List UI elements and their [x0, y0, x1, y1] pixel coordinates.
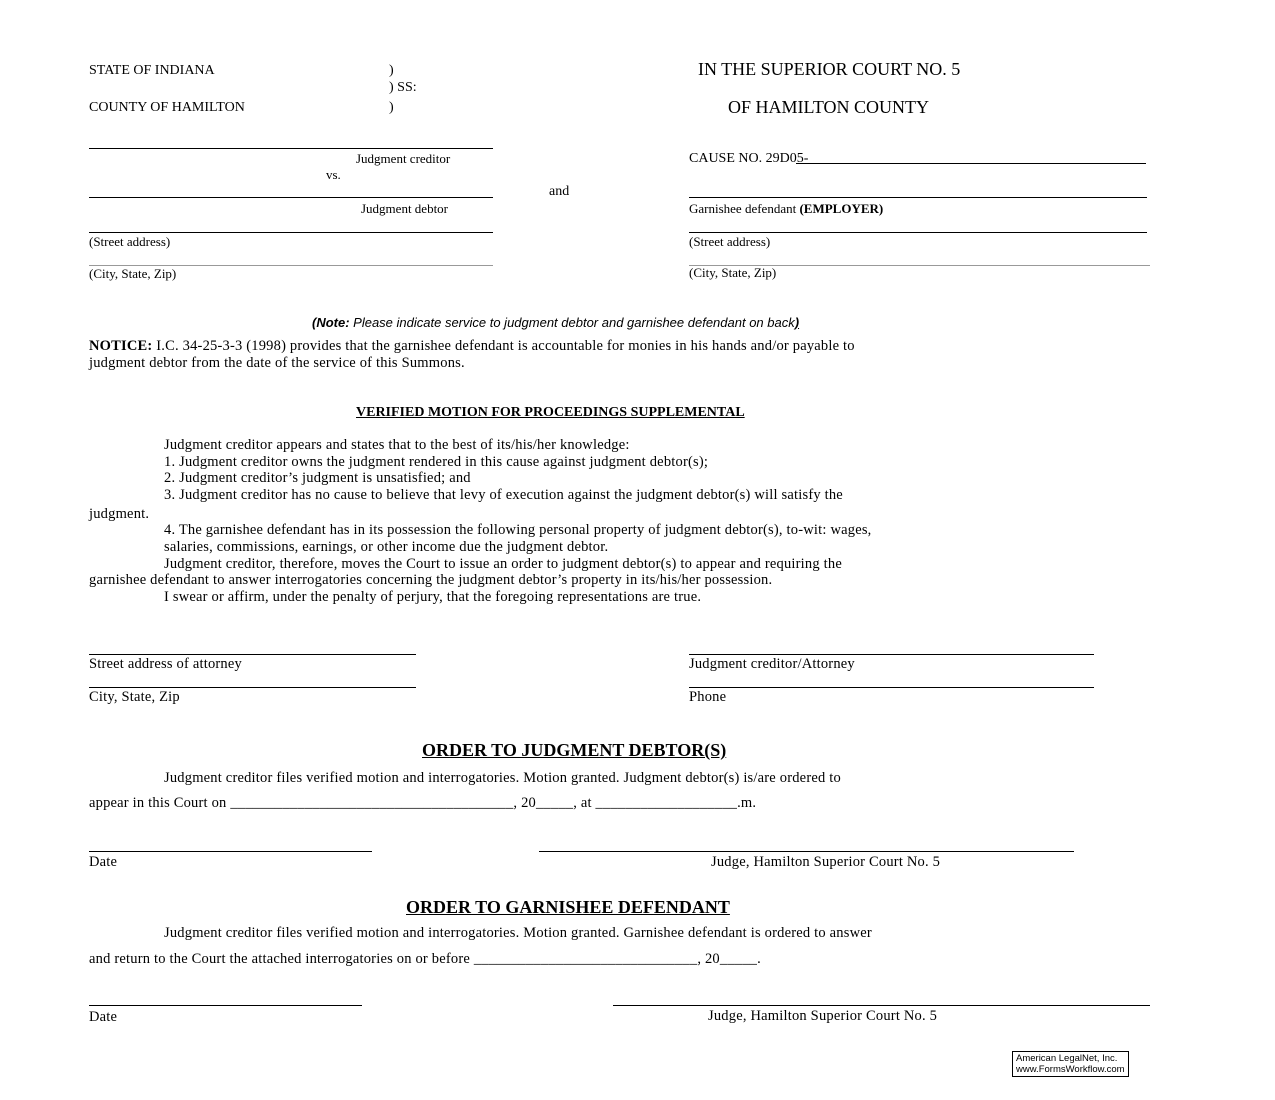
order-debtor-date-line[interactable] [89, 851, 372, 852]
garnishee-text: Garnishee defendant [689, 201, 800, 216]
state-label: STATE OF INDIANA [89, 63, 215, 78]
service-note [312, 315, 799, 330]
debtor-name-line[interactable] [89, 197, 493, 198]
date-label: Date [89, 854, 118, 870]
paren: ) [389, 63, 394, 78]
order-garnishee-judge-line[interactable] [613, 1005, 1150, 1006]
motion-line: 1. Judgment creditor owns the judgment rendered in this cause against judgment debtor(s); [164, 454, 709, 470]
vs-label: vs. [326, 167, 341, 182]
order-debtor-line-2: appear in this Court on ______________________________________, 20_____, at ___________________.m. [89, 795, 757, 811]
motion-line: Judgment creditor appears and states that to the best of its/his/her knowledge: [164, 437, 630, 453]
motion-line: garnishee defendant to answer interrogatories concerning the judgment debtor’s property in its/his/her possession. [89, 572, 773, 588]
garnishee-label [689, 201, 883, 217]
note-text: Please indicate service to judgment debtor and garnishee defendant on back [349, 315, 795, 330]
motion-line: 3. Judgment creditor has no cause to believe that levy of execution against the judgment debtor(s) will satisfy the [164, 487, 843, 503]
creditor-label: Judgment creditor [356, 151, 451, 166]
attorney-city-label: City, State, Zip [89, 689, 180, 705]
notice-line-1 [89, 338, 855, 355]
attorney-street-line[interactable] [89, 654, 416, 655]
court-county: OF HAMILTON COUNTY [728, 97, 930, 117]
phone-line[interactable] [689, 687, 1094, 688]
phone-label: Phone [689, 689, 727, 705]
order-debtor-judge-line[interactable] [539, 851, 1074, 852]
city-label: (City, State, Zip) [89, 266, 177, 281]
date-label: Date [89, 1009, 118, 1025]
county-label: COUNTY OF HAMILTON [89, 100, 245, 115]
motion-title: VERIFIED MOTION FOR PROCEEDINGS SUPPLEMENTAL [356, 405, 745, 420]
judge-label: Judge, Hamilton Superior Court No. 5 [708, 1008, 938, 1024]
order-debtor-line-1: Judgment creditor files verified motion and interrogatories. Motion granted. Judgment debtor(s) is/are ordered to [164, 770, 841, 786]
publisher-logo [1012, 1051, 1129, 1077]
street-label: (Street address) [89, 234, 171, 249]
order-debtor-title: ORDER TO JUDGMENT DEBTOR(S) [422, 740, 727, 760]
attorney-label: Judgment creditor/Attorney [689, 656, 855, 672]
debtor-street-line[interactable] [89, 232, 493, 233]
order-garnishee-line-1: Judgment creditor files verified motion and interrogatories. Motion granted. Garnishee defendant is ordered to answer [164, 925, 872, 941]
motion-line: Judgment creditor, therefore, moves the Court to issue an order to judgment debtor(s) to appear and requiring the [164, 556, 842, 572]
debtor-label: Judgment debtor [361, 201, 449, 216]
attorney-city-line[interactable] [89, 687, 416, 688]
attorney-street-label: Street address of attorney [89, 656, 242, 672]
note-paren: ) [794, 315, 800, 330]
motion-line: 4. The garnishee defendant has in its possession the following personal property of judgment debtor(s), to-wit: wages, [164, 522, 872, 538]
creditor-name-line[interactable] [89, 148, 493, 149]
garnishee-city-label: (City, State, Zip) [689, 265, 777, 280]
court-title: IN THE SUPERIOR COURT NO. 5 [698, 59, 961, 79]
garnishee-street-label: (Street address) [689, 234, 771, 249]
cause-number-line[interactable] [796, 163, 1146, 164]
logo-line-2: www.FormsWorkflow.com [1016, 1064, 1125, 1075]
employer-text: (EMPLOYER) [799, 201, 884, 216]
cause-label: CAUSE NO. 29D05- [689, 151, 809, 166]
garnishee-name-line[interactable] [689, 197, 1147, 198]
note-label: (Note: [312, 315, 350, 330]
attorney-signature-line[interactable] [689, 654, 1094, 655]
notice-label: NOTICE: [89, 338, 153, 354]
judge-label: Judge, Hamilton Superior Court No. 5 [711, 854, 941, 870]
order-garnishee-title: ORDER TO GARNISHEE DEFENDANT [406, 897, 730, 917]
motion-line: judgment. [89, 506, 150, 522]
motion-line: I swear or affirm, under the penalty of perjury, that the foregoing representations are true. [164, 589, 702, 605]
notice-text: I.C. 34-25-3-3 (1998) provides that the garnishee defendant is accountable for monies in his hands and/or payable to [152, 338, 855, 354]
notice-line-2: judgment debtor from the date of the service of this Summons. [89, 355, 465, 371]
logo-line-1: American LegalNet, Inc. [1016, 1053, 1118, 1064]
ss-label: ) SS: [389, 80, 417, 95]
order-garnishee-line-2: and return to the Court the attached interrogatories on or before ______________________________, 20_____. [89, 951, 761, 967]
motion-line: 2. Judgment creditor’s judgment is unsatisfied; and [164, 470, 471, 486]
paren: ) [389, 100, 394, 115]
motion-line: salaries, commissions, earnings, or other income due the judgment debtor. [164, 539, 609, 555]
garnishee-street-line[interactable] [689, 232, 1147, 233]
order-garnishee-date-line[interactable] [89, 1005, 362, 1006]
and-label: and [549, 184, 570, 199]
